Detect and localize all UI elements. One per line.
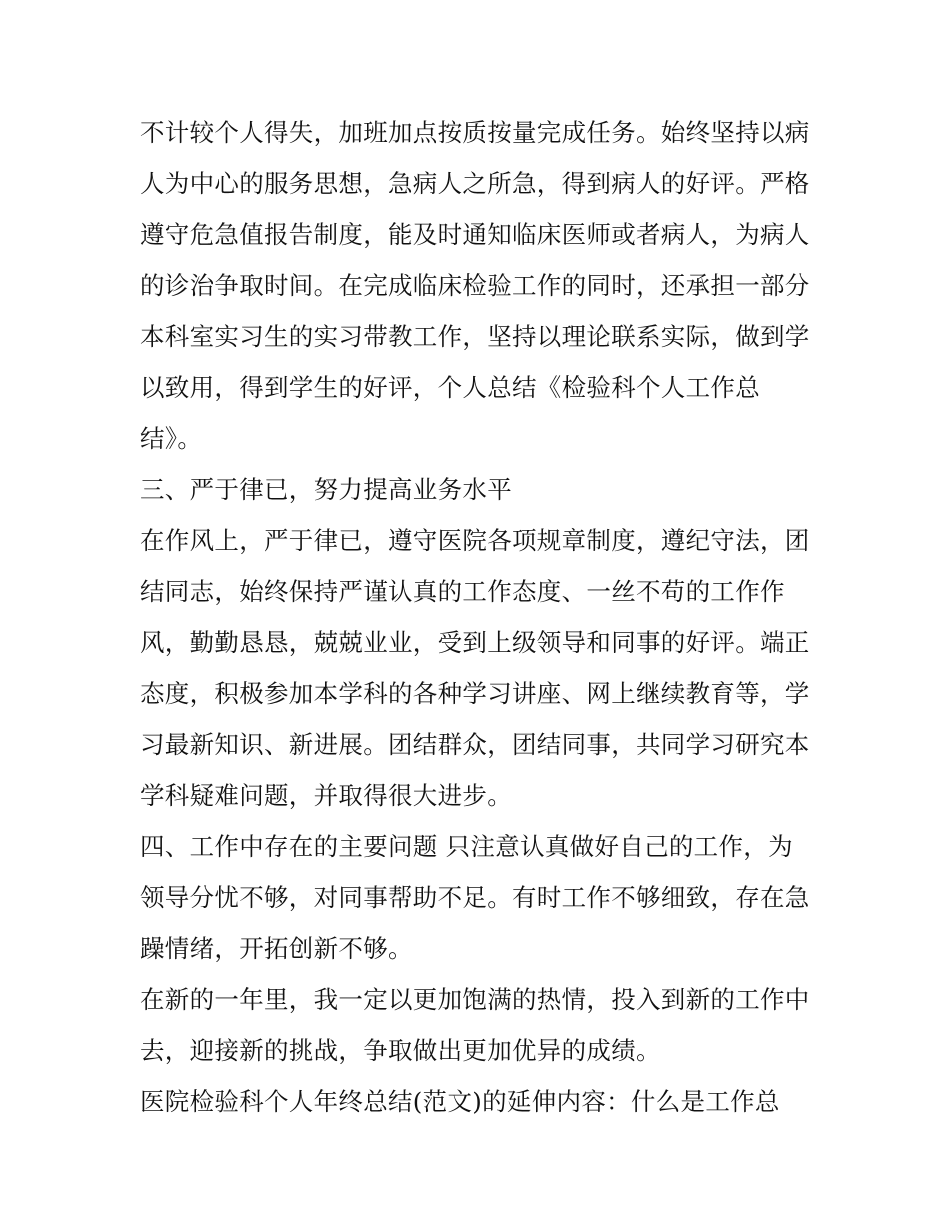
document-body (140, 107, 820, 1127)
text-line: 人为中心的服务思想，急病人之所急，得到病人的好评。严格 (140, 169, 810, 198)
text-line: 态度，积极参加本学科的各种学习讲座、网上继续教育等，学 (140, 679, 810, 708)
text-line: 本科室实习生的实习带教工作，坚持以理论联系实际，做到学 (140, 322, 810, 351)
text-line: 不计较个人得失，加班加点按质按量完成任务。始终坚持以病 (140, 118, 810, 147)
text-line: 风，勤勤恳恳，兢兢业业，受到上级领导和同事的好评。端正 (140, 628, 810, 657)
text-line: 在新的一年里，我一定以更加饱满的热情，投入到新的工作中 (140, 985, 810, 1014)
text-line: 在作风上，严于律已，遵守医院各项规章制度，遵纪守法，团 (140, 526, 810, 555)
text-line: 领导分忧不够，对同事帮助不足。有时工作不够细致，存在急 (140, 883, 810, 912)
text-line: 的诊治争取时间。在完成临床检验工作的同时，还承担一部分 (140, 271, 810, 300)
text-line: 结》。 (140, 424, 203, 453)
text-line: 结同志，始终保持严谨认真的工作态度、一丝不苟的工作作 (140, 577, 785, 606)
text-line: 去，迎接新的挑战，争取做出更加优异的成绩。 (140, 1036, 661, 1065)
section-heading: 三、严于律已，努力提高业务水平 (140, 475, 512, 504)
section-heading: 四、工作中存在的主要问题 只注意认真做好自己的工作，为 (140, 832, 793, 861)
text-line: 学科疑难问题，并取得很大进步。 (140, 781, 512, 810)
text-line: 以致用，得到学生的好评，个人总结《检验科个人工作总 (140, 373, 760, 402)
text-line: 习最新知识、新进展。团结群众，团结同事，共同学习研究本 (140, 730, 810, 759)
text-line: 遵守危急值报告制度，能及时通知临床医师或者病人，为病人 (140, 220, 810, 249)
text-line: 医院检验科个人年终总结(范文)的延伸内容：什么是工作总 (140, 1087, 780, 1116)
text-line: 躁情绪，开拓创新不够。 (140, 934, 413, 963)
